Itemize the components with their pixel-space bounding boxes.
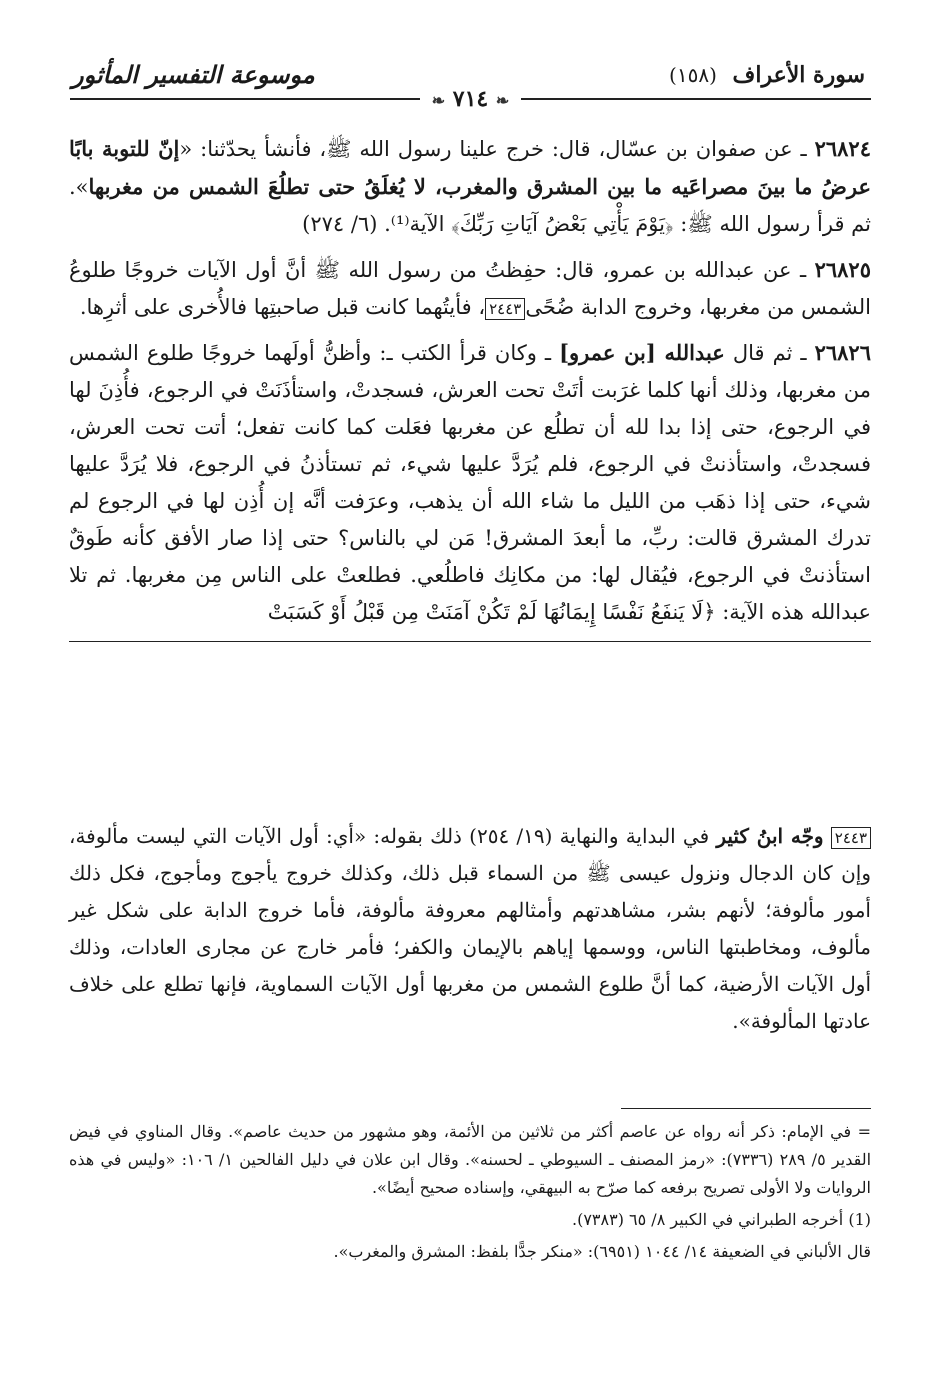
ornament-right-icon: ❧ <box>495 91 510 110</box>
entry-number: ٢٦٨٢٥ <box>814 257 871 282</box>
main-text <box>69 130 871 642</box>
surah-header <box>669 62 865 88</box>
entry-text: ـ عن عبدالله بن عمرو، قال: حفِظتُ من رسول الله ﷺ أنَّ أول الآيات خروجًا طلوعُ الشمس من مغربها، وخروج الدابة ضُحًى <box>69 258 871 319</box>
surah-verse: (١٥٨) <box>669 63 717 87</box>
footnote-item: = في الإمام: ذكر أنه رواه عن عاصم أكثر من ثلاثين من الأئمة، وهو مشهور من حديث عاصم». وقال المناوي في فيض القدير ٥/ ٢٨٩ (٧٣٣٦): «رمز المصنف ـ السيوطي ـ لحسنه». وقال ابن علان في دليل الفالحين ١/ ١٠٦: «وليس في هذه الروايات ولا الأولى تصريح برفعه كما صرّح به البيهقي، وإسناده صحيح أيضًا». <box>69 1122 872 1197</box>
entry-text: ـ عن صفوان بن عسّال، قال: خرج علينا رسول الله ﷺ، فأنشأ يحدّثنا: « <box>179 137 807 161</box>
entry-number: ٢٦٨٢٦ <box>814 340 871 365</box>
footnote-item: (1) أخرجه الطبراني في الكبير ٨/ ٦٥ (٧٣٨٣). <box>572 1210 871 1229</box>
commentary-note <box>69 818 871 1040</box>
entry-bold-text: عبدالله [بن عمرو] <box>559 340 725 365</box>
entry-text: ». ثم قرأ رسول الله ﷺ: ﴿يَوْمَ يَأْتِي بَعْضُ آيَاتِ رَبِّكَ﴾ الآية⁽¹⁾. (٦/ ٢٧٤) <box>69 175 871 236</box>
entry-text: ـ وكان قرأ الكتب ـ: وأظنُّ أولَهما خروجًا طلوع الشمس من مغربها، وذلك أنها كلما غرَبت أتَتْ تحت العرش، فسجدتْ، واستأذَنَتْ في الرجوع، فأُذِنَ لها في الرجوع، حتى إذا بدا لله أن تطلُع عن مغربها فعَلت كما كانت تفعل؛ أتت تحت العرش، فسجدتْ، واستأذنتْ في الرجوع، فلم يُرَدَّ عليها شيء، ثم تستأذنُ في الرجوع، فلا يُرَدَّ عليها شيء، حتى إذا ذهَب من الليل ما شاء الله أن يذهب، وعرَفت أنَّه إن أُذِن لها في الرجوع لم تدرك المشرق قالت: ربِّ، ما أبعدَ المشرق! مَن لي بالناس؟ حتى إذا صار الأفق كأنه طَوقٌ استأذنتْ في الرجوع، فيُقال لها: من مكانِك فاطلُعي. فطلعتْ على الناس مِن مغربها. ثم تلا عبدالله هذه الآية: ﴿لَا يَنفَعُ نَفْسًا إِيمَانُهَا لَمْ تَكُنْ آمَنَتْ مِن قَبْلُ أَوْ كَسَبَتْ <box>69 341 871 624</box>
entry-bold-text: إنّ للتوبة بابًا عرضُ ما بينَ مصراعَيه ما بين المشرق والمغرب، لا يُغلَقُ حتى تطلُعَ الشمس من مغربها <box>69 136 871 199</box>
commentary-reference[interactable]: ٢٤٤٣ <box>485 298 525 320</box>
entry-text: ـ ثم قال <box>724 341 807 365</box>
entry-text: ، فأيتُهما كانت قبل صاحبتِها فالأُخرى على أثرِها. <box>79 295 486 319</box>
commentary-bold-text: وجّه ابنُ كثير <box>716 824 824 848</box>
ornament-left-icon: ❧ <box>431 91 446 110</box>
hadith-entry <box>69 334 871 631</box>
footnote-item: قال الألباني في الضعيفة ١٤/ ١٠٤٤ (٦٩٥١): «منكر جدًّا بلفظ: المشرق والمغرب». <box>333 1242 871 1261</box>
entry-number: ٢٦٨٢٤ <box>814 136 871 161</box>
page-number: ٧١٤ <box>452 86 489 112</box>
page-number-row <box>0 86 941 112</box>
commentary-text: في البداية والنهاية (١٩/ ٢٥٤) ذلك بقوله: «أي: أول الآيات التي ليست مألوفة، وإن كان الدجال ونزول عيسى ﷺ من السماء قبل ذلك، وكذلك خروج يأجوج ومأجوج، فكل ذلك أمور مألوفة؛ لأنهم بشر، مشاهدتهم وأمثالهم معروفة مألوفة، فأما خروج الدابة على شكل غير مألوف، ومخاطبتها الناس، ووسمها إياهم بالإيمان والكفر؛ فأمر خارج عن مجارى العادات، وذلك أول الآيات الأرضية، كما أنَّ طلوع الشمس من مغربها أول الآيات السماوية، فإنها تطلع على خلاف عادتها المألوفة». <box>69 824 872 1033</box>
hadith-entry <box>69 251 871 326</box>
section-divider <box>69 641 871 642</box>
commentary-number: ٢٤٤٣ <box>831 827 871 849</box>
book-title: موسوعة التفسير المأثور <box>72 60 315 89</box>
footnotes <box>69 1118 871 1270</box>
hadith-entry <box>69 130 871 243</box>
surah-title: سورة الأعراف <box>732 62 865 88</box>
footnote-divider <box>621 1108 871 1109</box>
